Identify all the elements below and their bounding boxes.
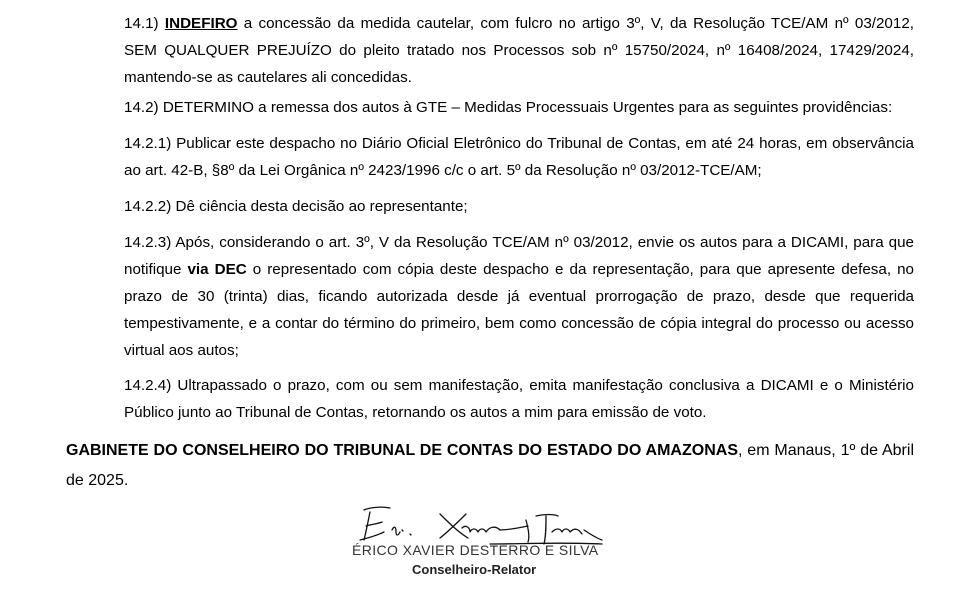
closing-place-date: , em Manaus, 1º de Abril de 2025. [66, 442, 914, 489]
paragraph-14-2-3-after: o representado com cópia deste despacho e da representação, para que apresente defesa, no prazo de 30 (trinta) dias, ficando autorizada desde já eventual prorrogação de prazo, desde que requerida tempestivamente, e a contar do término do primeiro, bem como concessão de cópia integral do processo ou acesso virtual aos autos; [124, 261, 914, 359]
paragraph-14-2-3 [124, 229, 914, 364]
paragraph-14-1-prefix: 14.1) [124, 15, 165, 32]
paragraph-14-2-text: 14.2) DETERMINO a remessa dos autos à GTE – Medidas Processuais Urgentes para as seguintes providências: [124, 99, 893, 116]
paragraph-14-2-1 [124, 130, 914, 184]
paragraph-14-2-1-text: 14.2.1) Publicar este despacho no Diário Oficial Eletrônico do Tribunal de Contas, em até 24 horas, em observância ao art. 42-B, §8º da Lei Orgânica nº 2423/1996 c/c o art. 5º da Resolução nº 03/2012-TCE/AM; [124, 135, 914, 179]
paragraph-14-2-2-text: 14.2.2) Dê ciência desta decisão ao representante; [124, 198, 468, 215]
via-dec-keyword: via DEC [187, 261, 247, 278]
signatory-role: Conselheiro-Relator [412, 562, 537, 577]
closing-office-name: GABINETE DO CONSELHEIRO DO TRIBUNAL DE CONTAS DO ESTADO DO AMAZONAS [66, 442, 738, 459]
paragraph-14-2-3-before: 14.2.3) Após, considerando o art. 3º, V da Resolução TCE/AM nº 03/2012, envie os autos para a DICAMI, para que notifique [124, 234, 914, 278]
signatory-name: ÉRICO XAVIER DESTERRO E SILVA [352, 542, 599, 558]
indefiro-keyword: INDEFIRO [164, 15, 238, 32]
paragraph-14-2-4 [124, 372, 914, 426]
paragraph-14-1 [124, 10, 914, 91]
paragraph-14-1-text: a concessão da medida cautelar, com fulcro no artigo 3º, V, da Resolução TCE/AM nº 03/2012, SEM QUALQUER PREJUÍZO do pleito tratado nos Processos sob nº 15750/2024, nº 16408/2024, 17429/2024, mantendo-se as cautelares ali concedidas. [124, 15, 914, 86]
closing-paragraph [66, 436, 914, 496]
paragraph-14-2 [124, 94, 914, 121]
paragraph-14-2-4-text: 14.2.4) Ultrapassado o prazo, com ou sem manifestação, emita manifestação conclusiva a DICAMI e o Ministério Público junto ao Tribunal de Contas, retornando os autos a mim para emissão de voto. [124, 377, 914, 421]
paragraph-14-2-2 [124, 193, 914, 220]
